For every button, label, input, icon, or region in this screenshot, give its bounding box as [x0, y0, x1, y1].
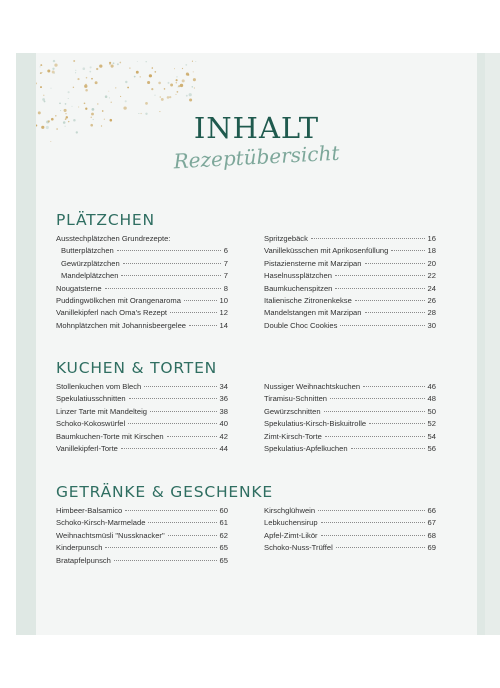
- toc-page-number: 6: [223, 246, 228, 256]
- toc-page-number: 8: [223, 283, 228, 293]
- right-column: [264, 233, 436, 332]
- section-heading: GETRÄNKE & GESCHENKE: [56, 483, 273, 501]
- toc-entry-title: Nussiger Weihnachtskuchen: [264, 382, 361, 391]
- left-column: [56, 233, 228, 332]
- toc-page-number: 48: [427, 394, 436, 404]
- gold-sparkles-decoration: [36, 53, 216, 163]
- toc-entry-title: Double Choc Cookies: [264, 320, 338, 330]
- toc-entry: [56, 270, 228, 282]
- toc-entry: [56, 233, 228, 245]
- toc-entry: [56, 406, 228, 418]
- toc-page-number: 12: [219, 308, 228, 318]
- toc-entry: [264, 258, 436, 270]
- toc-entry: [264, 505, 436, 517]
- toc-page-number: 42: [219, 431, 228, 441]
- toc-page-number: 20: [427, 258, 436, 268]
- toc-page-number: 61: [219, 518, 228, 528]
- toc-entry: [264, 542, 436, 554]
- toc-entry: [264, 307, 436, 319]
- toc-page-number: 30: [427, 320, 436, 330]
- toc-page-number: 67: [427, 518, 436, 528]
- toc-page-number: 52: [427, 419, 436, 429]
- toc-page-number: 65: [219, 555, 228, 565]
- toc-entry-title: Spekulatiusschnitten: [56, 394, 126, 404]
- toc-entry: [264, 517, 436, 529]
- dot-leader: [105, 547, 216, 548]
- toc-page-number: 14: [219, 320, 228, 330]
- toc-entry-title: Baumkuchenspitzen: [264, 283, 333, 293]
- dot-leader: [318, 510, 424, 511]
- dot-leader: [170, 312, 216, 313]
- dot-leader: [391, 250, 424, 251]
- dot-leader: [365, 312, 425, 313]
- toc-page-number: 16: [427, 234, 436, 243]
- right-column: [264, 381, 436, 455]
- section-getraenke-geschenke: [56, 483, 436, 567]
- dot-leader: [168, 535, 217, 536]
- dot-leader: [369, 423, 424, 424]
- toc-page-number: 10: [219, 296, 228, 306]
- toc-entry-title: Tiramisu-Schnitten: [264, 394, 328, 404]
- toc-entry: [264, 295, 436, 307]
- dot-leader: [335, 275, 425, 276]
- toc-entry-title: Vanilleküsschen mit Aprikosenfüllung: [264, 246, 389, 256]
- toc-entry: [264, 381, 436, 393]
- toc-entry: [56, 258, 228, 270]
- dot-leader: [117, 250, 221, 251]
- toc-page-number: 24: [427, 283, 436, 293]
- toc-entry-title: Spritzgebäck: [264, 234, 308, 243]
- right-column: [264, 505, 436, 567]
- toc-entry: [56, 431, 228, 443]
- dot-leader: [114, 560, 217, 561]
- page-title: INHALT: [193, 111, 320, 145]
- dot-leader: [189, 325, 217, 326]
- toc-page-number: 18: [427, 246, 436, 256]
- toc-entry: [264, 530, 436, 542]
- toc-page-number: 40: [219, 419, 228, 429]
- toc-entry: [56, 517, 228, 529]
- dot-leader: [336, 547, 425, 548]
- toc-page-number: 62: [219, 530, 228, 540]
- dot-leader: [365, 263, 425, 264]
- dot-leader: [128, 423, 216, 424]
- toc-entry-title: Schoko-Kirsch-Marmelade: [56, 518, 146, 528]
- dot-leader: [184, 300, 217, 301]
- section-plaetzchen: [56, 211, 436, 332]
- dot-leader: [311, 238, 425, 239]
- toc-entry: [56, 320, 228, 332]
- toc-entry-title: Spekulatius-Kirsch-Biskuitrolle: [264, 419, 367, 429]
- toc-entry: [56, 505, 228, 517]
- toc-entry-title: Schoko-Kokoswürfel: [56, 419, 126, 429]
- toc-page-number: 46: [427, 382, 436, 391]
- toc-entry: [56, 530, 228, 542]
- toc-entry-title: Kirschglühwein: [264, 506, 316, 515]
- toc-entry: [264, 283, 436, 295]
- dot-leader: [129, 398, 217, 399]
- toc-entry-title: Weihnachtsmüsli "Nussknacker": [56, 530, 165, 540]
- section-heading: KUCHEN & TORTEN: [56, 359, 218, 377]
- toc-entry-title: Gewürzplätzchen: [61, 258, 120, 268]
- toc-entry-title: Himbeer-Balsamico: [56, 506, 123, 515]
- toc-entry-title: Puddingwölkchen mit Orangenaroma: [56, 296, 181, 306]
- dot-leader: [148, 522, 216, 523]
- dot-leader: [125, 510, 216, 511]
- dot-leader: [355, 300, 425, 301]
- toc-page-number: 28: [427, 308, 436, 318]
- dot-leader: [324, 411, 425, 412]
- toc-entry: [56, 307, 228, 319]
- toc-entry-title: Vanillekipferl nach Oma's Rezept: [56, 308, 168, 318]
- toc-page-number: 36: [219, 394, 228, 404]
- toc-entry: [56, 295, 228, 307]
- toc-entry: [264, 320, 436, 332]
- section-kuchen-torten: [56, 359, 436, 455]
- toc-entry-title: Lebkuchensirup: [264, 518, 318, 528]
- toc-entry-title: Mandelplätzchen: [61, 271, 119, 281]
- toc-page-number: 22: [427, 271, 436, 281]
- toc-entry-title: Haselnussplätzchen: [264, 271, 332, 281]
- toc-page-number: 26: [427, 296, 436, 306]
- dot-leader: [121, 275, 220, 276]
- toc-page-number: 38: [219, 406, 228, 416]
- toc-entry-title: Gewürzschnitten: [264, 406, 321, 416]
- toc-entry-title: Kinderpunsch: [56, 543, 103, 553]
- toc-entry: [264, 418, 436, 430]
- toc-entry-title: Pistaziensterne mit Marzipan: [264, 258, 362, 268]
- book-page: [16, 53, 500, 635]
- toc-entry: [264, 406, 436, 418]
- toc-entry-title: Butterplätzchen: [61, 246, 114, 256]
- toc-page-number: 60: [219, 506, 228, 515]
- toc-entry: [56, 542, 228, 554]
- toc-page-number: 69: [427, 543, 436, 553]
- toc-page-number: 56: [427, 444, 436, 454]
- toc-entry: [56, 443, 228, 455]
- toc-entry: [56, 418, 228, 430]
- toc-entry: [264, 233, 436, 245]
- page-subtitle: Rezeptübersicht: [173, 140, 340, 174]
- dot-leader: [340, 325, 424, 326]
- dot-leader: [351, 448, 425, 449]
- dot-leader: [321, 522, 425, 523]
- toc-entry-title: Mandelstangen mit Marzipan: [264, 308, 362, 318]
- toc-entry: [56, 393, 228, 405]
- toc-page-number: 68: [427, 530, 436, 540]
- toc-entry-title: Apfel-Zimt-Likör: [264, 530, 318, 540]
- toc-entry: [56, 245, 228, 257]
- toc-entry: [264, 245, 436, 257]
- toc-entry-title: Stollenkuchen vom Blech: [56, 382, 142, 391]
- toc-entry-title: Baumkuchen-Torte mit Kirschen: [56, 431, 164, 441]
- toc-entry-title: Linzer Tarte mit Mandelteig: [56, 406, 148, 416]
- dot-leader: [105, 288, 221, 289]
- dot-leader: [167, 436, 217, 437]
- dot-leader: [330, 398, 425, 399]
- dot-leader: [123, 263, 221, 264]
- toc-page-number: 66: [427, 506, 436, 515]
- toc-entry-title: Spekulatius-Apfelkuchen: [264, 444, 348, 454]
- dot-leader: [150, 411, 217, 412]
- toc-entry: [264, 393, 436, 405]
- toc-page-number: 34: [219, 382, 228, 391]
- dot-leader: [325, 436, 425, 437]
- dot-leader: [321, 535, 425, 536]
- toc-entry: [56, 555, 228, 567]
- toc-entry: [56, 381, 228, 393]
- left-column: [56, 505, 228, 567]
- toc-entry-title: Bratapfelpunsch: [56, 555, 111, 565]
- toc-entry: [264, 431, 436, 443]
- toc-entry: [56, 283, 228, 295]
- toc-entry-title: Schoko-Nuss-Trüffel: [264, 543, 333, 553]
- toc-entry-title: Mohnplätzchen mit Johannisbeergelee: [56, 320, 187, 330]
- dot-leader: [363, 386, 424, 387]
- contents-sheet: [36, 53, 477, 635]
- left-column: [56, 381, 228, 455]
- dot-leader: [144, 386, 216, 387]
- section-heading: PLÄTZCHEN: [56, 211, 155, 229]
- toc-entry-title: Italienische Zitronenkekse: [264, 296, 352, 306]
- toc-page-number: 7: [223, 258, 228, 268]
- toc-page-number: 7: [223, 271, 228, 281]
- toc-entry-title: Ausstechplätzchen Grundrezepte:: [56, 234, 171, 243]
- toc-page-number: 50: [427, 406, 436, 416]
- toc-entry-title: Nougatsterne: [56, 283, 102, 293]
- toc-entry: [264, 270, 436, 282]
- toc-page-number: 54: [427, 431, 436, 441]
- dot-leader: [335, 288, 424, 289]
- page-spine-strip: [485, 53, 500, 635]
- toc-entry-title: Zimt-Kirsch-Torte: [264, 431, 322, 441]
- toc-page-number: 65: [219, 543, 228, 553]
- dot-leader: [121, 448, 217, 449]
- toc-page-number: 44: [219, 444, 228, 454]
- toc-entry-title: Vanillekipferl-Torte: [56, 444, 118, 454]
- toc-entry: [264, 443, 436, 455]
